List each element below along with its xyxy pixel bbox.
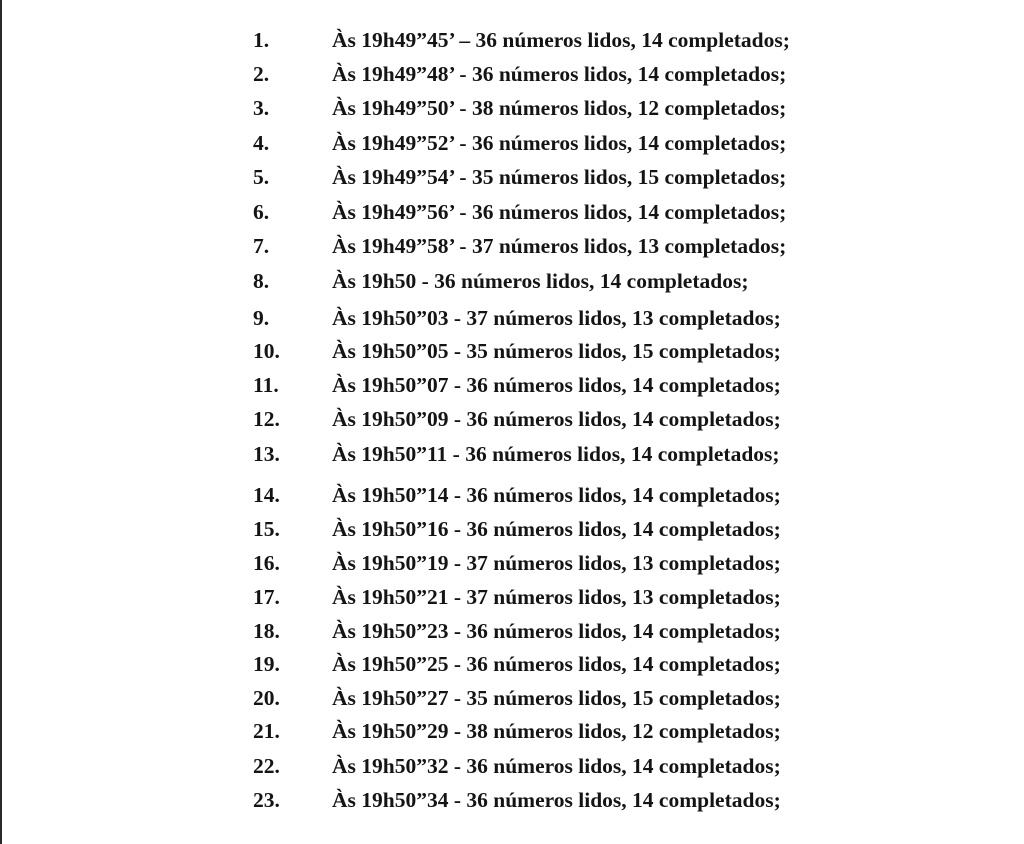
item-number: 20. [253,686,280,710]
item-text: Às 19h50”09 - 36 números lidos, 14 completados; [332,407,781,431]
item-number: 17. [253,585,280,609]
item-number: 8. [253,269,270,293]
item-text: Às 19h49”50’ - 38 números lidos, 12 completados; [332,96,787,120]
item-number: 4. [253,131,270,155]
item-text: Às 19h50”21 - 37 números lidos, 13 completados; [332,585,781,609]
item-text: Às 19h49”45’ – 36 números lidos, 14 completados; [332,28,790,52]
item-number: 1. [253,28,270,52]
item-number: 5. [253,165,270,189]
item-text: Às 19h50”23 - 36 números lidos, 14 completados; [332,619,781,643]
item-text: Às 19h50 - 36 números lidos, 14 completados; [332,269,749,293]
item-text: Às 19h50”34 - 36 números lidos, 14 completados; [332,788,781,812]
item-text: Às 19h49”54’ - 35 números lidos, 15 completados; [332,165,787,189]
item-text: Às 19h50”19 - 37 números lidos, 13 completados; [332,551,781,575]
item-number: 7. [253,234,270,258]
item-number: 2. [253,62,270,86]
item-number: 6. [253,200,270,224]
item-text: Às 19h49”48’ - 36 números lidos, 14 completados; [332,62,787,86]
item-number: 12. [253,407,280,431]
item-text: Às 19h50”11 - 36 números lidos, 14 completados; [332,442,780,466]
item-number: 9. [253,306,270,330]
item-number: 22. [253,754,280,778]
item-text: Às 19h50”32 - 36 números lidos, 14 completados; [332,754,781,778]
item-text: Às 19h49”52’ - 36 números lidos, 14 completados; [332,131,787,155]
item-text: Às 19h50”29 - 38 números lidos, 12 completados; [332,719,781,743]
item-text: Às 19h50”07 - 36 números lidos, 14 completados; [332,373,781,397]
item-text: Às 19h50”25 - 36 números lidos, 14 completados; [332,652,781,676]
item-number: 18. [253,619,280,643]
item-text: Às 19h50”14 - 36 números lidos, 14 completados; [332,483,781,507]
item-number: 23. [253,788,280,812]
item-number: 15. [253,517,280,541]
item-number: 16. [253,551,280,575]
item-number: 19. [253,652,280,676]
item-number: 11. [253,373,279,397]
item-text: Às 19h50”03 - 37 números lidos, 13 completados; [332,306,781,330]
item-text: Às 19h50”05 - 35 números lidos, 15 completados; [332,339,781,363]
item-number: 13. [253,442,280,466]
item-number: 14. [253,483,280,507]
item-text: Às 19h50”27 - 35 números lidos, 15 completados; [332,686,781,710]
item-text: Às 19h49”58’ - 37 números lidos, 13 completados; [332,234,787,258]
item-number: 21. [253,719,280,743]
item-text: Às 19h49”56’ - 36 números lidos, 14 completados; [332,200,787,224]
item-text: Às 19h50”16 - 36 números lidos, 14 completados; [332,517,781,541]
page-left-edge [0,0,2,844]
item-number: 10. [253,339,280,363]
item-number: 3. [253,96,270,120]
